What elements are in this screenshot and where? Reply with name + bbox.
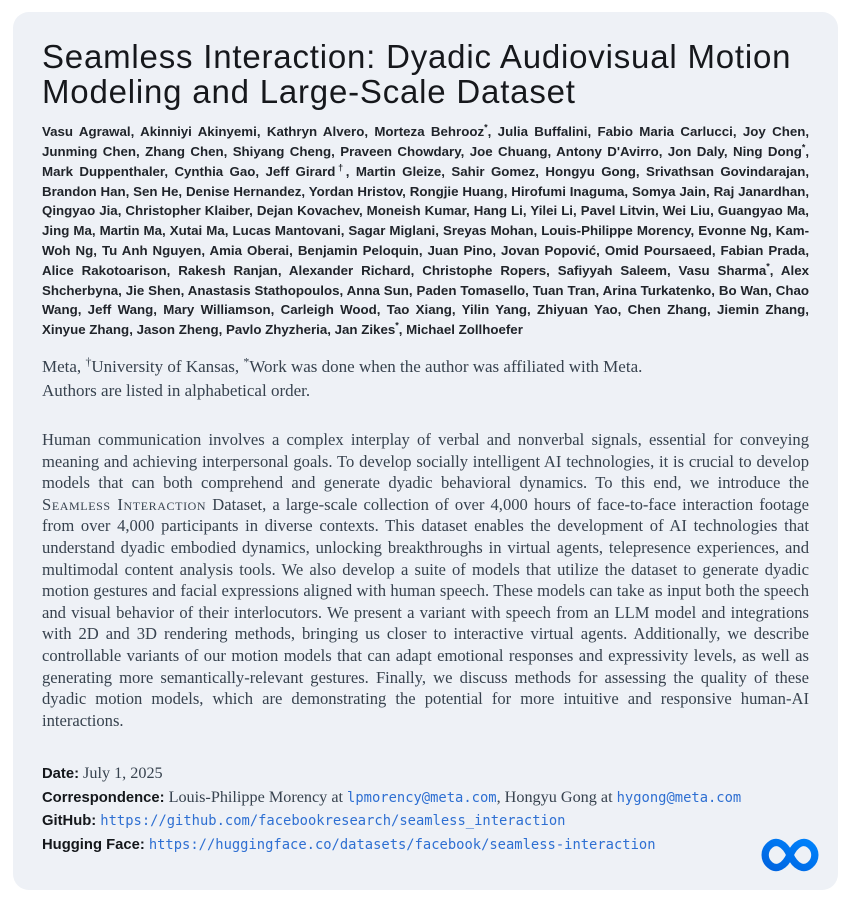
footer-row bbox=[42, 762, 809, 785]
author-list: Vasu Agrawal, Akinniyi Akinyemi, Kathryn Alvero, Morteza Behrooz*, Julia Buffalini, Fabio Maria Carlucci, Joy Chen, Junming Chen, Zhang Chen, Shiyang Cheng, Praveen Chowdary, Joe Chuang, Antony D'Avirro, Jon Daly, Ning Dong*, Mark Duppenthaler, Cynthia Gao, Jeff Girard†, Martin Gleize, Sahir Gomez, Hongyu Gong, Srivathsan Govindarajan, Brandon Han, Sen He, Denise Hernandez, Yordan Hristov, Rongjie Huang, Hirofumi Inaguma, Somya Jain, Raj Janardhan, Qingyao Jia, Christopher Klaiber, Dejan Kovachev, Moneish Kumar, Hang Li, Yilei Li, Pavel Litvin, Wei Liu, Guangyao Ma, Jing Ma, Martin Ma, Xutai Ma, Lucas Mantovani, Sagar Miglani, Sreyas Mohan, Louis-Philippe Morency, Evonne Ng, Kam-Woh Ng, Tu Anh Nguyen, Amia Oberai, Benjamin Peloquin, Juan Pino, Jovan Popović, Omid Poursaeed, Fabian Prada, Alice Rakotoarison, Rakesh Ranjan, Alexander Richard, Christophe Ropers, Safiyyah Saleem, Vasu Sharma*, Alex Shcherbyna, Jie Shen, Anastasis Stathopoulos, Anna Sun, Paden Tomasello, Tuan Tran, Arina Turkatenko, Bo Wan, Chao Wang, Jeff Wang, Mary Williamson, Carleigh Wood, Tao Xiang, Yilin Yang, Zhiyuan Yao, Chen Zhang, Jiemin Zhang, Xinyue Zhang, Jason Zheng, Pavlo Zhyzheria, Jan Zikes*, Michael Zollhoefer bbox=[42, 122, 810, 338]
author-name: Morteza Behrooz* bbox=[374, 122, 488, 140]
author-name: Qingyao Jia bbox=[42, 203, 118, 219]
author-name: Evonne Ng bbox=[698, 223, 769, 239]
author-name: Akinniyi Akinyemi bbox=[140, 124, 257, 140]
author-name: Zhang Chen bbox=[145, 144, 224, 160]
author-name: Jeff Wang bbox=[87, 302, 154, 318]
author-name: Benjamin Peloquin bbox=[297, 243, 419, 259]
author-name: Rongjie Huang bbox=[409, 183, 504, 199]
author-name: Wei Liu bbox=[662, 203, 711, 219]
author-name: Tao Xiang bbox=[386, 302, 452, 318]
abstract-text: Human communication involves a complex interplay of verbal and nonverbal signals, essential for conveying meaning and achieving interpersonal goals. To develop socially intelligent AI technologies, it is crucial to develop models that can both comprehend and generate dyadic behavioral dynamics. To this end, we introduce the bbox=[42, 430, 809, 493]
author-name: Alice Rakotoarison bbox=[42, 262, 167, 278]
footer-label: GitHub: bbox=[42, 813, 97, 830]
author-name: Alex Shcherbyna bbox=[42, 262, 809, 298]
footer-link[interactable]: https://github.com/facebookresearch/seamless_interaction bbox=[100, 813, 566, 830]
author-name: Amia Oberai bbox=[209, 243, 290, 259]
affiliation-marker: † bbox=[85, 354, 92, 369]
author-name: Safiyyah Saleem bbox=[557, 262, 667, 278]
author-name: Tu Anh Nguyen bbox=[101, 243, 202, 259]
author-name: Yilin Yang bbox=[461, 302, 528, 318]
author-name: Kam-Woh Ng bbox=[42, 223, 810, 259]
abstract bbox=[42, 429, 809, 731]
author-name: Antony D'Avirro bbox=[556, 144, 659, 160]
author-name: Pavlo Zhyzheria bbox=[225, 322, 328, 338]
author-name: Louis-Philippe Morency bbox=[541, 223, 691, 239]
author-name: Fabian Prada bbox=[720, 243, 806, 259]
author-name: Yilei Li bbox=[530, 203, 574, 219]
author-name: Michael Zollhoefer bbox=[406, 322, 523, 338]
author-name: Vasu Agrawal bbox=[42, 124, 131, 140]
author-name: Joe Chuang bbox=[469, 144, 548, 160]
author-name: Anastasis Stathopoulos bbox=[187, 282, 340, 298]
affiliation-block bbox=[42, 355, 809, 402]
author-name: Joy Chen bbox=[742, 124, 806, 140]
author-name: Somya Jain bbox=[631, 183, 707, 199]
affiliation-text: Work was done when the author was affiliated with Meta. bbox=[249, 357, 643, 377]
author-name: Kathryn Alvero bbox=[266, 124, 365, 140]
author-name: Tuan Tran bbox=[532, 282, 596, 298]
meta-logo-icon bbox=[759, 834, 821, 876]
footer-text: , Hongyu Gong at bbox=[496, 787, 617, 806]
author-name: Mary Williamson bbox=[163, 302, 271, 318]
author-name: Chao Wang bbox=[42, 282, 810, 318]
author-name: Jason Zheng bbox=[136, 322, 219, 338]
author-name: Xutai Ma bbox=[169, 223, 225, 239]
author-name: Sagar Miglani bbox=[348, 223, 436, 239]
author-name: Fabio Maria Carlucci bbox=[597, 124, 733, 140]
author-name: Cynthia Gao bbox=[174, 163, 256, 179]
author-name: Guangyao Ma bbox=[717, 203, 806, 219]
footer-text: July 1, 2025 bbox=[83, 764, 163, 783]
author-name: Juan Pino bbox=[427, 243, 493, 259]
footer-link[interactable]: https://huggingface.co/datasets/facebook/seamless-interaction bbox=[148, 836, 656, 853]
author-name: Brandon Han bbox=[42, 183, 126, 199]
author-name: Mark Duppenthaler bbox=[42, 163, 165, 179]
paper-card bbox=[13, 12, 838, 890]
author-name: Jing Ma bbox=[42, 223, 92, 239]
author-name: Christophe Ropers bbox=[422, 262, 547, 278]
affiliation-text: University of Kansas, bbox=[91, 357, 244, 377]
author-name: Sreyas Mohan bbox=[442, 223, 534, 239]
author-name: Ning Dong* bbox=[732, 142, 806, 160]
affiliation-line bbox=[42, 355, 809, 379]
author-name: Jeff Girard† bbox=[265, 162, 346, 179]
author-name: Jie Shen bbox=[125, 282, 181, 298]
author-name: Hongyu Gong bbox=[545, 163, 636, 179]
author-name: Martin Ma bbox=[99, 223, 162, 239]
alphabetical-note: Authors are listed in alphabetical order. bbox=[42, 380, 311, 400]
author-name: Martin Gleize bbox=[355, 163, 442, 179]
author-name: Praveen Chowdary bbox=[340, 144, 461, 160]
author-name: Xinyue Zhang bbox=[42, 322, 130, 338]
author-name: Alexander Richard bbox=[288, 262, 411, 278]
abstract-text: Dataset, a large-scale collection of over 4,000 hours of face-to-face interaction footage from over 4,000 participants in diverse contexts. This dataset enables the development of AI technologies that understand dyadic embodied dynamics, unlocking breakthroughs in virtual agents, telepresence experiences, and multimodal content analysis tools. We also develop a suite of models that utilize the dataset to generate dyadic motion gestures and facial expressions aligned with human speech. These models can take as input both the speech and visual behavior of their interlocutors. We present a variant with speech from an LLM model and integrations with 2D and 3D rendering methods, bringing us closer to interactive virtual agents. Additionally, we describe controllable variants of our motion models that can adapt emotional responses and expressivity levels, as well as generating more semantically-relevant gestures. Finally, we discuss methods for assessing the quality of these dyadic motion models, which are demonstrating the potential for more intuitive and responsive human-AI interactions. bbox=[42, 494, 809, 730]
author-name: Moneish Kumar bbox=[366, 203, 467, 219]
author-name: Sen He bbox=[133, 183, 179, 199]
footer-text: Louis-Philippe Morency at bbox=[168, 787, 348, 806]
affiliation-text: Meta, bbox=[42, 357, 86, 377]
author-name: Junming Chen bbox=[42, 144, 137, 160]
author-name: Yordan Hristov bbox=[308, 183, 403, 199]
author-name: Shiyang Cheng bbox=[232, 144, 332, 160]
author-name: Christopher Klaiber bbox=[125, 203, 250, 219]
author-name: Paden Tomasello bbox=[416, 282, 526, 298]
author-name: Raj Janardhan bbox=[713, 183, 806, 199]
author-name: Sahir Gomez bbox=[451, 163, 536, 179]
footer-label: Hugging Face: bbox=[42, 836, 145, 853]
author-name: Jan Zikes* bbox=[334, 320, 399, 338]
author-name: Julia Buffalini bbox=[497, 124, 588, 140]
author-name: Anna Sun bbox=[346, 282, 409, 298]
paper-title: Seamless Interaction: Dyadic Audiovisual Motion Modeling and Large-Scale Dataset bbox=[42, 38, 792, 110]
author-name: Chen Zhang bbox=[627, 302, 708, 318]
author-name: Rakesh Ranjan bbox=[178, 262, 278, 278]
author-name: Arina Turkatenko bbox=[602, 282, 712, 298]
footer-row bbox=[42, 833, 809, 856]
footer-row bbox=[42, 786, 809, 809]
author-name: Lucas Mantovani bbox=[232, 223, 341, 239]
author-name: Pavel Litvin bbox=[580, 203, 655, 219]
author-name: Hang Li bbox=[473, 203, 523, 219]
author-name: Denise Hernandez bbox=[185, 183, 302, 199]
affiliation-marker: * bbox=[243, 354, 250, 369]
author-name: Srivathsan Govindarajan bbox=[645, 163, 806, 179]
footer-row bbox=[42, 809, 809, 832]
author-name: Hirofumi Inaguma bbox=[511, 183, 625, 199]
footer-label: Date: bbox=[42, 766, 79, 783]
author-name: Carleigh Wood bbox=[280, 302, 377, 318]
author-name: Jon Daly bbox=[667, 144, 724, 160]
author-name: Dejan Kovachev bbox=[256, 203, 359, 219]
author-name: Zhiyuan Yao bbox=[536, 302, 618, 318]
author-name: Omid Poursaeed bbox=[604, 243, 712, 259]
footer-link[interactable]: lpmorency@meta.com bbox=[347, 789, 497, 806]
author-name: Jiemin Zhang bbox=[717, 302, 806, 318]
footer-label: Correspondence: bbox=[42, 789, 165, 806]
author-name: Jovan Popović bbox=[501, 243, 597, 259]
author-name: Vasu Sharma* bbox=[678, 261, 770, 278]
author-name: Bo Wan bbox=[718, 282, 769, 298]
dataset-name: Seamless Interaction bbox=[42, 494, 207, 514]
footer-info bbox=[42, 762, 809, 856]
footer-link[interactable]: hygong@meta.com bbox=[616, 789, 742, 806]
